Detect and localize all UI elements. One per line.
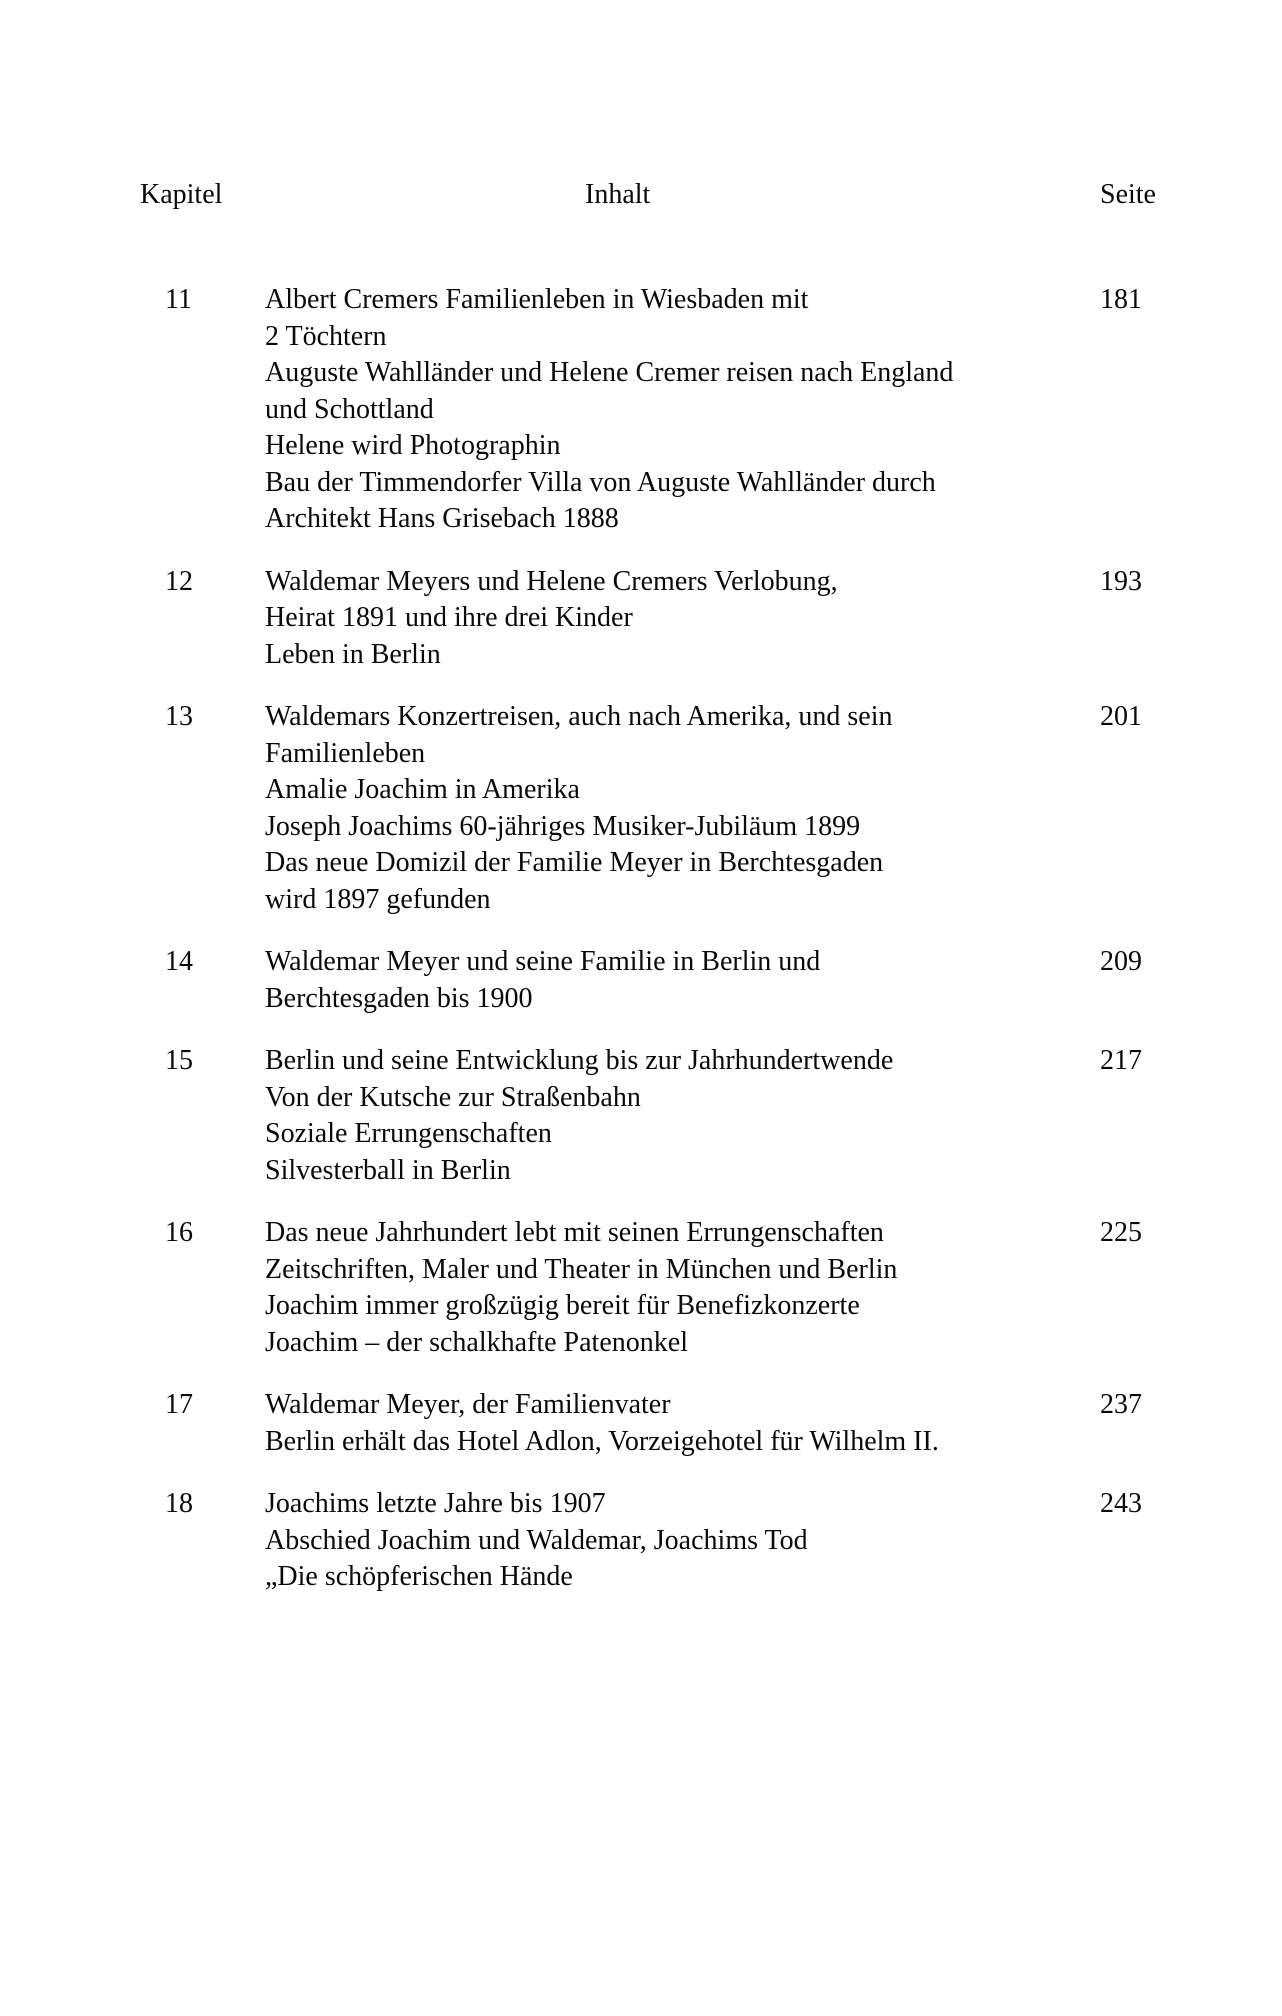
chapter-content-line: Zeitschriften, Maler und Theater in München und Berlin — [265, 1253, 898, 1285]
chapter-content — [265, 1043, 1100, 1189]
toc-entry — [165, 564, 1282, 674]
chapter-content-line: Berchtesgaden bis 1900 — [265, 982, 533, 1014]
chapter-content-line: wird 1897 gefunden — [265, 883, 491, 915]
chapter-content-line: Auguste Wahlländer und Helene Cremer reisen nach England — [265, 357, 954, 388]
chapter-content-line: Albert Cremers Familienleben in Wiesbaden mit — [265, 284, 809, 315]
chapter-number: 16 — [165, 1217, 193, 1248]
chapter-page-number: 181 — [1100, 284, 1142, 315]
toc-entry — [165, 1215, 1282, 1361]
chapter-number: 14 — [165, 946, 193, 977]
chapter-number: 18 — [165, 1488, 193, 1519]
chapter-number: 12 — [165, 565, 193, 597]
chapter-content-line: Das neue Domizil der Familie Meyer in Berchtesgaden — [265, 847, 884, 878]
chapter-content-line: Architekt Hans Grisebach 1888 — [265, 503, 619, 534]
chapter-content-line: Joachim – der schalkhafte Patenonkel — [265, 1326, 688, 1358]
chapter-content-line: Berlin erhält das Hotel Adlon, Vorzeigehotel für Wilhelm II. — [265, 1425, 939, 1457]
chapter-content-line: Joseph Joachims 60-jähriges Musiker-Jubiläum 1899 — [265, 810, 861, 842]
toc-entry — [165, 1387, 1282, 1460]
toc-entry — [165, 1043, 1282, 1189]
kapitel-column-header: Kapitel — [140, 179, 223, 210]
chapter-content-line: Waldemar Meyer und seine Familie in Berlin und — [265, 946, 821, 977]
chapter-content-line: und Schottland — [265, 393, 434, 425]
chapter-content — [265, 282, 1100, 538]
chapter-content-line: Von der Kutsche zur Straßenbahn — [265, 1081, 641, 1113]
chapter-content-line: Leben in Berlin — [265, 638, 441, 670]
chapter-page-number: 209 — [1100, 946, 1142, 977]
chapter-content — [265, 944, 1100, 1017]
chapter-content-line: Joachims letzte Jahre bis 1907 — [265, 1488, 606, 1519]
chapter-content-line: Familienleben — [265, 737, 426, 769]
chapter-content-line: Waldemars Konzertreisen, auch nach Amerika, und sein — [265, 701, 893, 732]
chapter-content — [265, 1215, 1100, 1361]
chapter-content — [265, 564, 1100, 674]
chapter-content — [265, 1387, 1100, 1460]
chapter-page-number: 217 — [1100, 1045, 1142, 1076]
chapter-content-line: Silvesterball in Berlin — [265, 1154, 511, 1186]
chapter-content-line: Soziale Errungenschaften — [265, 1118, 552, 1149]
chapter-number: 13 — [165, 701, 193, 732]
chapter-content-line: Joachim immer großzügig bereit für Benefizkonzerte — [265, 1290, 860, 1321]
chapter-content — [265, 699, 1100, 918]
toc-entry — [165, 282, 1282, 538]
chapter-page-number: 201 — [1100, 701, 1142, 732]
chapter-number: 15 — [165, 1045, 193, 1076]
chapter-content-line: Waldemar Meyers und Helene Cremers Verlobung, — [265, 565, 838, 597]
chapter-content-line: Abschied Joachim und Waldemar, Joachims Tod — [265, 1524, 808, 1556]
toc-header-row — [0, 177, 1282, 214]
chapter-content-line: Bau der Timmendorfer Villa von Auguste Wahlländer durch — [265, 466, 936, 498]
toc-entry — [165, 1486, 1282, 1596]
chapter-number: 11 — [165, 284, 192, 315]
chapter-number: 17 — [165, 1389, 193, 1420]
toc-entry — [165, 944, 1282, 1017]
chapter-content-line: Waldemar Meyer, der Familienvater — [265, 1389, 671, 1420]
chapter-content-line: Helene wird Photographin — [265, 430, 561, 461]
chapter-content-line: Heirat 1891 und ihre drei Kinder — [265, 602, 633, 633]
chapter-content-line: Amalie Joachim in Amerika — [265, 774, 580, 805]
chapter-content-line: Das neue Jahrhundert lebt mit seinen Errungenschaften — [265, 1217, 884, 1248]
chapter-page-number: 193 — [1100, 565, 1142, 597]
chapter-page-number: 237 — [1100, 1389, 1142, 1420]
toc-entries — [165, 282, 1282, 1622]
chapter-page-number: 225 — [1100, 1217, 1142, 1248]
chapter-content-line: Berlin und seine Entwicklung bis zur Jahrhundertwende — [265, 1045, 894, 1076]
chapter-content-line: „Die schöpferischen Hände — [265, 1561, 573, 1592]
toc-entry — [165, 699, 1282, 918]
chapter-content — [265, 1486, 1100, 1596]
inhalt-column-header: Inhalt — [585, 179, 651, 210]
seite-column-header: Seite — [1100, 179, 1156, 210]
chapter-page-number: 243 — [1100, 1488, 1142, 1519]
chapter-content-line: 2 Töchtern — [265, 320, 387, 352]
